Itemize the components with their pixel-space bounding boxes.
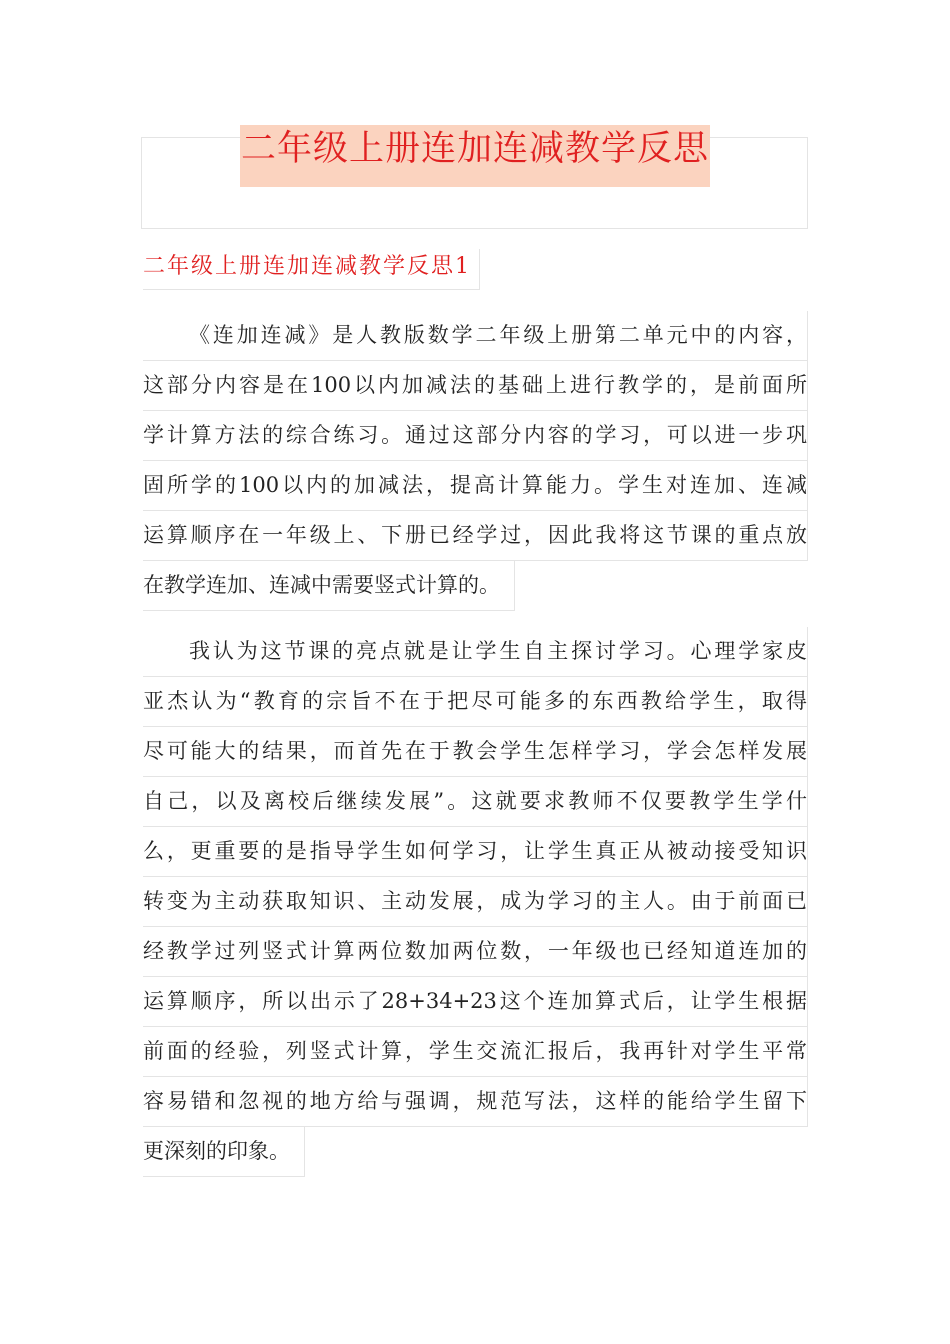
paragraph-line: 前面的经验，列竖式计算，学生交流汇报后，我再针对学生平常: [143, 1027, 808, 1077]
paragraph-line: 《连加连减》是人教版数学二年级上册第二单元中的内容，: [143, 311, 808, 361]
paragraph-line: 自己，以及离校后继续发展”。这就要求教师不仅要教学生学什: [143, 777, 808, 827]
paragraph-line: 运算顺序在一年级上、下册已经学过，因此我将这节课的重点放: [143, 511, 808, 561]
paragraph-line: 容易错和忽视的地方给与强调，规范写法，这样的能给学生留下: [143, 1077, 808, 1127]
paragraph-line: 这部分内容是在100以内加减法的基础上进行教学的，是前面所: [143, 361, 808, 411]
paragraph-line: 尽可能大的结果，而首先在于教会学生怎样学习，学会怎样发展: [143, 727, 808, 777]
section-heading: 二年级上册连加连减教学反思1: [143, 249, 480, 290]
paragraph-line: 更深刻的印象。: [143, 1127, 305, 1177]
document-title: 二年级上册连加连减教学反思: [240, 125, 710, 187]
paragraph-2: [143, 627, 808, 1181]
paragraph-line: 亚杰认为“教育的宗旨不在于把尽可能多的东西教给学生，取得: [143, 677, 808, 727]
paragraph-line: 经教学过列竖式计算两位数加两位数，一年级也已经知道连加的: [143, 927, 808, 977]
paragraph-line: 固所学的100以内的加减法，提高计算能力。学生对连加、连减: [143, 461, 808, 511]
paragraph-line: 么，更重要的是指导学生如何学习，让学生真正从被动接受知识: [143, 827, 808, 877]
paragraph-line: 在教学连加、连减中需要竖式计算的。: [143, 561, 515, 611]
paragraph-line: 我认为这节课的亮点就是让学生自主探讨学习。心理学家皮: [143, 627, 808, 677]
paragraph-line: 转变为主动获取知识、主动发展，成为学习的主人。由于前面已: [143, 877, 808, 927]
paragraph-1: [143, 311, 808, 615]
paragraph-line: 学计算方法的综合练习。通过这部分内容的学习，可以进一步巩: [143, 411, 808, 461]
paragraph-line: 运算顺序，所以出示了28+34+23这个连加算式后，让学生根据: [143, 977, 808, 1027]
